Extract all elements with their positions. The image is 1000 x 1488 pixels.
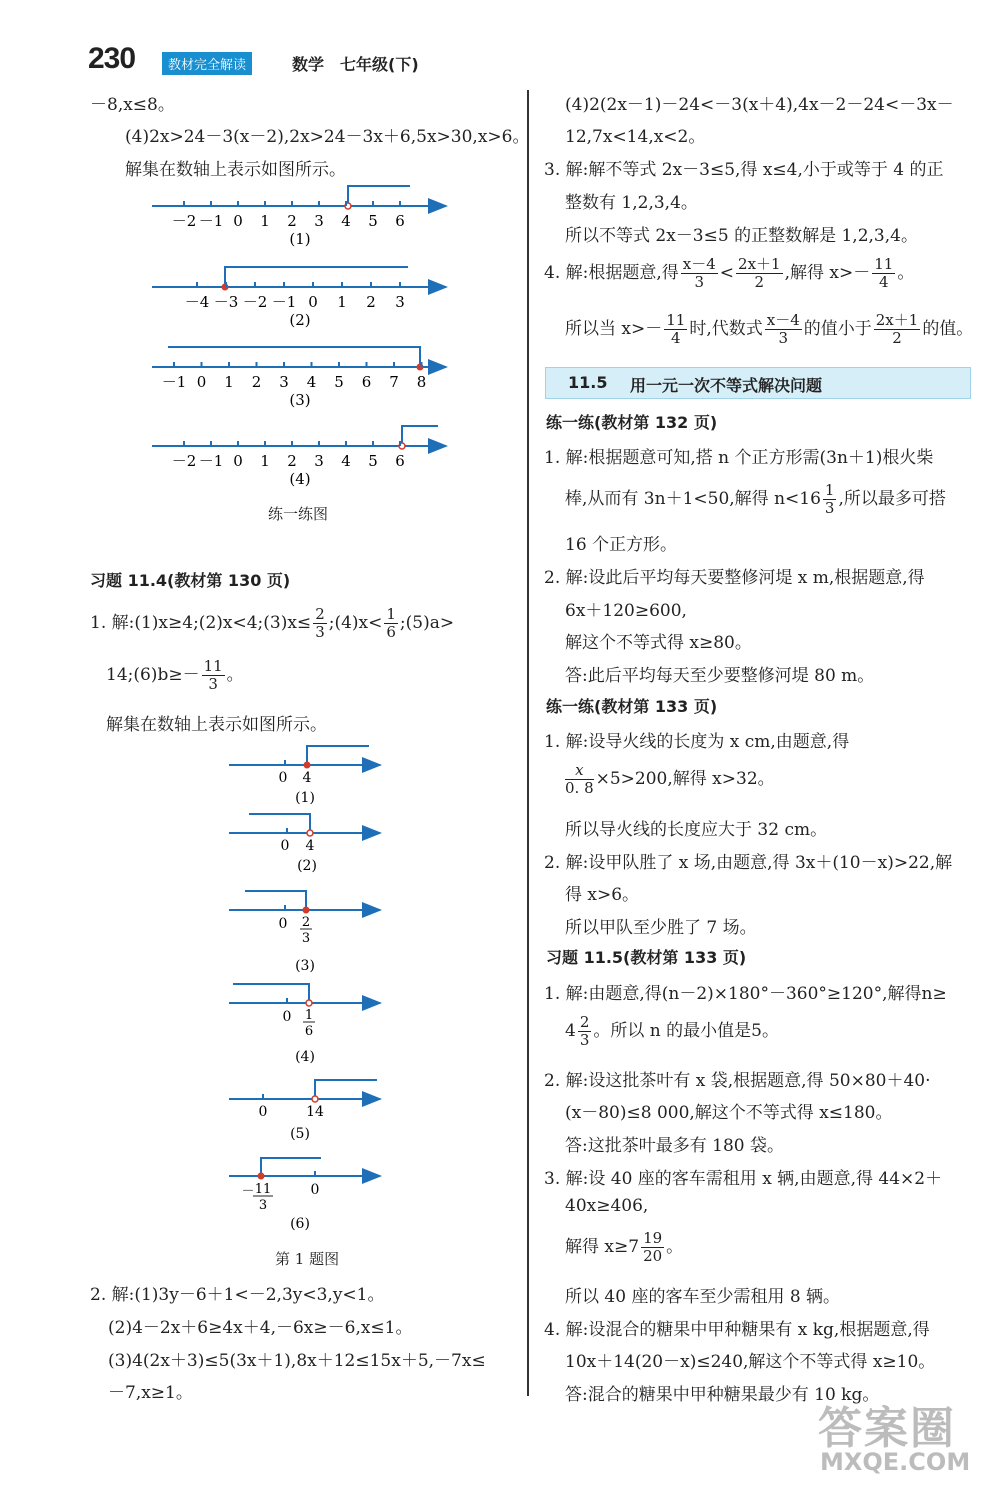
tick-label: 6 [395, 212, 405, 230]
tick-label: 1 [337, 293, 347, 311]
svg-text:3: 3 [301, 931, 311, 946]
watermark-url: MXQE.COM [820, 1448, 971, 1476]
tick-label: －1 [198, 212, 224, 230]
svg-text:0: 0 [280, 838, 290, 854]
text-line: 4. 解:设混合的糖果中甲种糖果有 x kg,根据题意,得 [544, 1320, 930, 1340]
tick-label: 3 [395, 293, 405, 311]
section-number: 11.5 [568, 373, 608, 392]
text-line: 4 $\frac{2}{3}$ 。所以 n 的最小值是5。 [565, 1013, 779, 1049]
tick-label: －3 [213, 293, 239, 311]
number-line-figure-1 [150, 180, 460, 510]
tick-label: 3 [314, 452, 324, 470]
number-line-2 [152, 267, 446, 329]
tick-label: －1 [198, 452, 224, 470]
text-line: 2. 解:设这批茶叶有 x 袋,根据题意,得 50×80＋40· [544, 1071, 931, 1091]
text-line: 解集在数轴上表示如图所示。 [125, 160, 346, 180]
tick-label: －1 [161, 373, 187, 391]
text-line: 答:混合的糖果中甲种糖果最少有 10 kg。 [565, 1385, 880, 1405]
tick-label: 5 [368, 212, 378, 230]
text-line: 6x＋120≥600, [565, 601, 687, 621]
text-line: 4. 解:根据题意,得 $\frac{x-4}{3}$ < $\frac{2x+1}{2}$ ,解得 x>－ $\frac{11}{4}$ 。 [544, 255, 915, 291]
tick-label: 2 [287, 452, 297, 470]
number-line-1 [152, 186, 446, 248]
text-line: 1. 解:设导火线的长度为 x cm,由题意,得 [544, 732, 850, 752]
text-line: 整数有 1,2,3,4。 [565, 193, 698, 213]
svg-text:14: 14 [306, 1104, 324, 1120]
text-line: 所以不等式 2x－3≤5 的正整数解是 1,2,3,4。 [565, 226, 918, 246]
page-number: 230 [88, 42, 136, 75]
tick-label: 0 [308, 293, 318, 311]
text-line: －8,x≤8。 [90, 95, 175, 115]
svg-text:4: 4 [302, 770, 312, 786]
text-line: 所以当 x>－ $\frac{11}{4}$ 时,代数式 $\frac{x-4}{3}$ 的值小于 $\frac{2x+1}{2}$ 的值。 [565, 311, 974, 347]
svg-text:0: 0 [278, 770, 288, 786]
watermark-logo: 答案圈 [818, 1403, 956, 1454]
tick-label: －2 [242, 293, 268, 311]
caption: (4) [289, 470, 311, 488]
text-line: 3. 解:设 40 座的客车需租用 x 辆,由题意,得 44×2＋ [544, 1169, 943, 1189]
svg-text:0: 0 [282, 1009, 292, 1025]
svg-text:(5): (5) [290, 1126, 310, 1142]
svg-text:(4): (4) [295, 1049, 315, 1065]
tick-label: 2 [251, 373, 262, 391]
text-line: 解得 x≥7 $\frac{19}{20}$ 。 [565, 1229, 684, 1265]
section-heading: 习题 11.4(教材第 130 页) [90, 571, 291, 590]
column-divider [527, 90, 529, 1396]
tick-label: 8 [416, 373, 427, 391]
tick-label: 4 [306, 373, 317, 391]
tick-label: 3 [314, 212, 324, 230]
tick-label: －2 [171, 452, 197, 470]
text-line: 解这个不等式得 x≥80。 [565, 633, 752, 653]
text-line: 2. 解:设甲队胜了 x 场,由题意,得 3x＋(10－x)>22,解 [544, 853, 953, 873]
svg-text:3: 3 [258, 1198, 268, 1213]
text-line: －7,x≥1。 [108, 1383, 193, 1403]
text-line: 解集在数轴上表示如图所示。 [106, 715, 327, 735]
section-heading: 练一练(教材第 132 页) [546, 413, 718, 432]
section-title: 用一元一次不等式解决问题 [630, 376, 823, 395]
text-line: 1. 解:根据题意可知,搭 n 个正方形需(3n＋1)根火柴 [544, 448, 934, 468]
figure-caption: 第 1 题图 [275, 1250, 340, 1268]
tick-label: 6 [361, 373, 372, 391]
text-line: (2)4－2x＋6≥4x＋4,－6x≥－6,x≤1。 [108, 1318, 413, 1338]
tick-label: 1 [260, 452, 270, 470]
number-line-3 [152, 347, 446, 409]
svg-text:－: － [241, 1184, 255, 1199]
book-badge: 教材完全解读 [162, 52, 252, 75]
tick-label: 2 [366, 293, 376, 311]
tick-label: －2 [171, 212, 197, 230]
caption: (2) [289, 311, 311, 329]
text-line: (4)2x>24－3(x－2),2x>24－3x＋6,5x>30,x>6。 [125, 127, 530, 147]
text-line: 1. 解:由题意,得(n－2)×180°－360°≥120°,解得n≥ [544, 984, 947, 1004]
tick-label: 0 [196, 373, 207, 391]
text-line: 答:这批茶叶最多有 180 袋。 [565, 1136, 784, 1156]
tick-label: 4 [341, 452, 351, 470]
svg-text:0: 0 [258, 1104, 268, 1120]
caption: (1) [289, 230, 311, 248]
svg-text:(1): (1) [295, 790, 315, 806]
text-line: 12,7x<14,x<2。 [565, 127, 706, 147]
text-line: 所以甲队至少胜了 7 场。 [565, 918, 757, 938]
text-line: 1. 解:(1)x≥4;(2)x<4;(3)x≤ $\frac{2}{3}$ ;(4)x< $\frac{1}{6}$ ;(5)a> [90, 605, 455, 641]
tick-label: 0 [233, 452, 243, 470]
figure-caption: 练一练图 [268, 505, 329, 523]
text-line: 2. 解:设此后平均每天要整修河堤 x m,根据题意,得 [544, 568, 925, 588]
text-line: 40x≥406, [565, 1196, 649, 1216]
number-line-figure-2 [225, 740, 390, 1240]
section-heading: 练一练(教材第 133 页) [546, 697, 718, 716]
tick-label: 7 [389, 373, 399, 391]
text-line: 2. 解:(1)3y－6＋1<－2,3y<3,y<1。 [90, 1285, 385, 1305]
text-line: 棒,从而有 3n＋1<50,解得 n<16 $\frac{1}{3}$ ,所以最多可搭 [565, 481, 946, 517]
svg-text:2: 2 [301, 915, 311, 930]
svg-text:(6): (6) [290, 1216, 310, 1232]
tick-label: －4 [184, 293, 210, 311]
tick-label: 3 [279, 373, 289, 391]
subject-label: 数学 [292, 55, 325, 74]
text-line: 所以 40 座的客车至少需租用 8 辆。 [565, 1287, 841, 1307]
tick-label: 5 [368, 452, 378, 470]
text-line: 16 个正方形。 [565, 535, 678, 555]
grade-label: 七年级(下) [340, 55, 419, 74]
number-line-4 [152, 426, 446, 488]
text-line: (x－80)≤8 000,解这个不等式得 x≤180。 [565, 1103, 893, 1123]
text-line: 14;(6)b≥－ $\frac{11}{3}$ 。 [106, 657, 244, 693]
tick-label: 6 [395, 452, 405, 470]
svg-text:(2): (2) [297, 858, 317, 874]
tick-label: 1 [260, 212, 270, 230]
section-heading: 习题 11.5(教材第 133 页) [546, 948, 747, 967]
tick-label: 1 [224, 373, 234, 391]
tick-label: 5 [334, 373, 344, 391]
text-line: $\frac{x}{0. 8}$ ×5>200,解得 x>32。 [565, 761, 775, 797]
svg-text:6: 6 [304, 1024, 314, 1039]
svg-text:(3): (3) [295, 958, 315, 974]
text-line: (4)2(2x－1)－24<－3(x＋4),4x－2－24<－3x－ [565, 95, 954, 115]
svg-text:11: 11 [254, 1182, 272, 1197]
svg-text:0: 0 [310, 1182, 320, 1198]
tick-label: 2 [287, 212, 297, 230]
text-line: 答:此后平均每天至少要整修河堤 80 m。 [565, 666, 875, 686]
tick-label: 4 [341, 212, 351, 230]
text-line: (3)4(2x＋3)≤5(3x＋1),8x＋12≤15x＋5,－7x≤ [108, 1351, 486, 1371]
tick-label: －1 [271, 293, 297, 311]
tick-label: 0 [233, 212, 243, 230]
text-line: 所以导火线的长度应大于 32 cm。 [565, 820, 828, 840]
svg-text:0: 0 [278, 916, 288, 932]
text-line: 3. 解:解不等式 2x－3≤5,得 x≤4,小于或等于 4 的正 [544, 160, 944, 180]
caption: (3) [289, 391, 311, 409]
text-line: 10x＋14(20－x)≤240,解这个不等式得 x≥10。 [565, 1352, 936, 1372]
svg-text:4: 4 [305, 838, 315, 854]
text-line: 得 x>6。 [565, 885, 640, 905]
svg-text:1: 1 [304, 1008, 314, 1023]
